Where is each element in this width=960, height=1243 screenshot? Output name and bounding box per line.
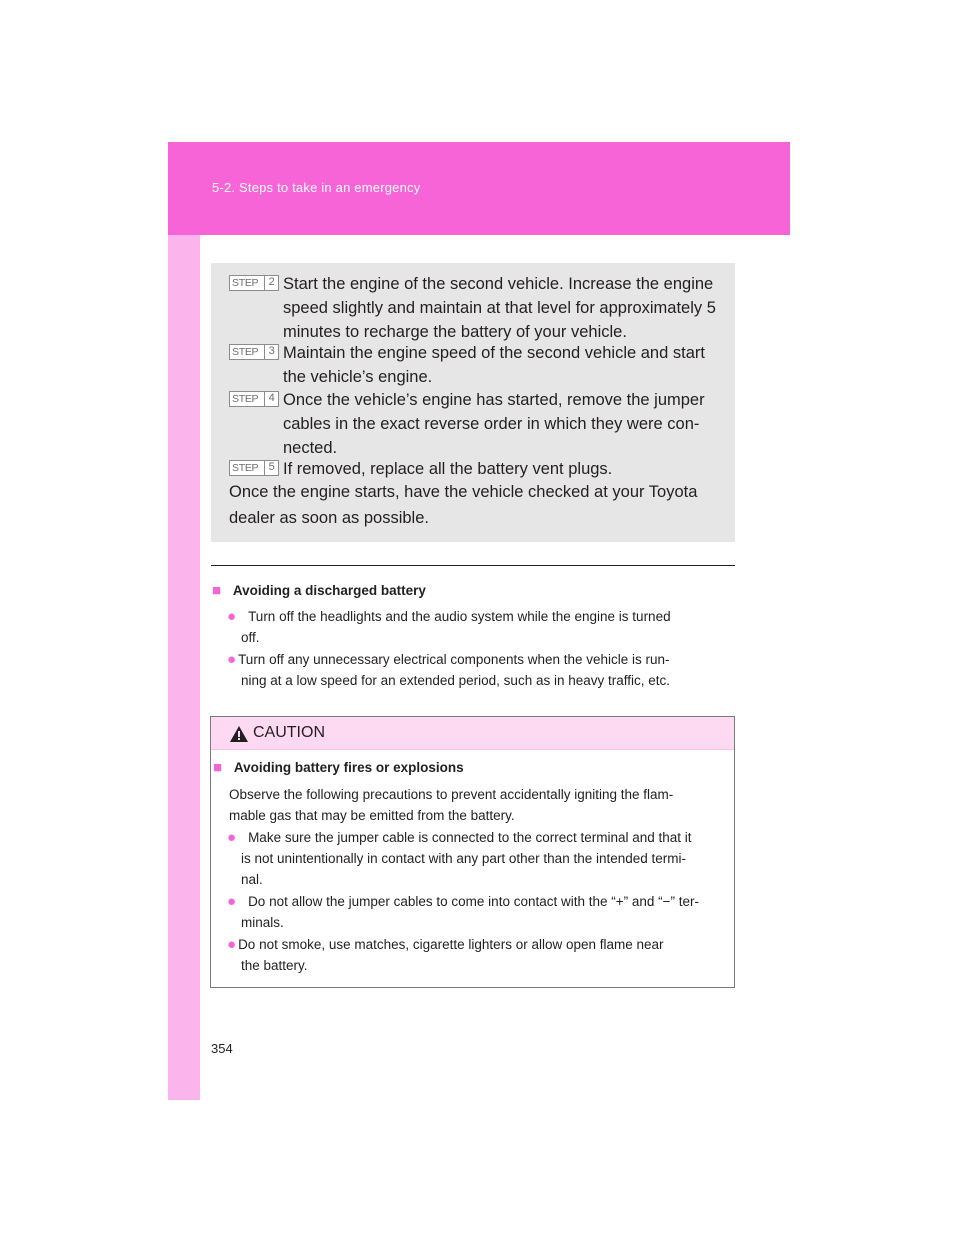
step-line: minutes to recharge the battery of your vehicle. (283, 323, 627, 341)
step-line: If removed, replace all the battery vent plugs. (283, 460, 613, 478)
round-bullet-icon: ● (227, 608, 237, 625)
bullet-line: is not unintentionally in contact with any part other than the intended termi‑ (241, 851, 687, 866)
side-strip (168, 142, 200, 1100)
round-bullet-icon: ● (227, 893, 237, 910)
round-bullet-icon: ● (227, 829, 237, 846)
caution-intro (229, 784, 673, 826)
step-line: Once the vehicle’s engine has started, remove the jumper (283, 391, 705, 409)
bullet-line: minals. (241, 915, 284, 930)
step-line: the vehicle’s engine. (283, 368, 433, 386)
step-badge-label: STEP (232, 462, 259, 474)
round-bullet-icon: ● (227, 651, 237, 668)
bullet-line: off. (241, 630, 260, 645)
step-number: 3 (264, 344, 278, 360)
step-text (283, 388, 723, 460)
note-line: Once the engine starts, have the vehicle checked at your Toyota (229, 483, 698, 501)
step-number: 2 (264, 275, 278, 291)
bullet-line: ning at a low speed for an extended period, such as in heavy traffic, etc. (241, 673, 671, 688)
step-badge-label: STEP (232, 393, 259, 405)
square-bullet-icon: ■ (213, 759, 223, 776)
caution-header (211, 717, 734, 750)
info-title (212, 581, 426, 601)
step-badge (229, 275, 279, 291)
step-badge (229, 460, 279, 476)
info-title-text: Avoiding a discharged battery (232, 583, 426, 598)
intro-line: Observe the following precautions to prevent accidentally igniting the flam‑ (229, 787, 674, 802)
info-bullet (227, 606, 671, 648)
step-text (283, 341, 723, 389)
note-line: dealer as soon as possible. (229, 509, 429, 527)
steps-note (229, 479, 719, 531)
step-line: speed slightly and maintain at that level for approximately 5 (283, 299, 716, 317)
step-badge (229, 391, 279, 407)
step-number: 4 (264, 391, 278, 407)
step-line: Start the engine of the second vehicle. Increase the engine (283, 275, 714, 293)
step-line: cables in the exact reverse order in which they were con‑ (283, 415, 700, 433)
caution-bullet (227, 891, 699, 933)
step-number: 5 (264, 460, 278, 476)
bullet-line: Do not allow the jumper cables to come into contact with the “+” and “−” ter‑ (248, 894, 700, 909)
info-bullet (227, 649, 670, 691)
step-badge-label: STEP (232, 346, 259, 358)
step-badge (229, 344, 279, 360)
caution-label: CAUTION (253, 724, 325, 741)
divider (211, 565, 735, 566)
square-bullet-icon: ■ (212, 582, 222, 599)
step-text (283, 272, 723, 344)
round-bullet-icon: ● (227, 936, 237, 953)
step-line: nected. (283, 439, 338, 457)
caution-title-text: Avoiding battery fires or explosions (233, 760, 464, 775)
bullet-line: the battery. (241, 958, 308, 973)
step-badge-label: STEP (232, 277, 259, 289)
bullet-line: Do not smoke, use matches, cigarette lighters or allow open flame near (238, 937, 664, 952)
intro-line: mable gas that may be emitted from the battery. (229, 808, 515, 823)
step-text (283, 457, 723, 481)
section-title: 5‑2. Steps to take in an emergency (212, 180, 421, 195)
bullet-line: Turn off the headlights and the audio system while the engine is turned (248, 609, 671, 624)
bullet-line: Turn off any unnecessary electrical components when the vehicle is run‑ (238, 652, 670, 667)
caution-bullet (227, 827, 692, 890)
page-number: 354 (211, 1041, 233, 1056)
warning-triangle-icon (230, 726, 248, 742)
step-line: Maintain the engine speed of the second vehicle and start (283, 344, 705, 362)
caution-bullet (227, 934, 664, 976)
caution-title (213, 758, 464, 778)
bullet-line: nal. (241, 872, 263, 887)
bullet-line: Make sure the jumper cable is connected to the correct terminal and that it (248, 830, 692, 845)
